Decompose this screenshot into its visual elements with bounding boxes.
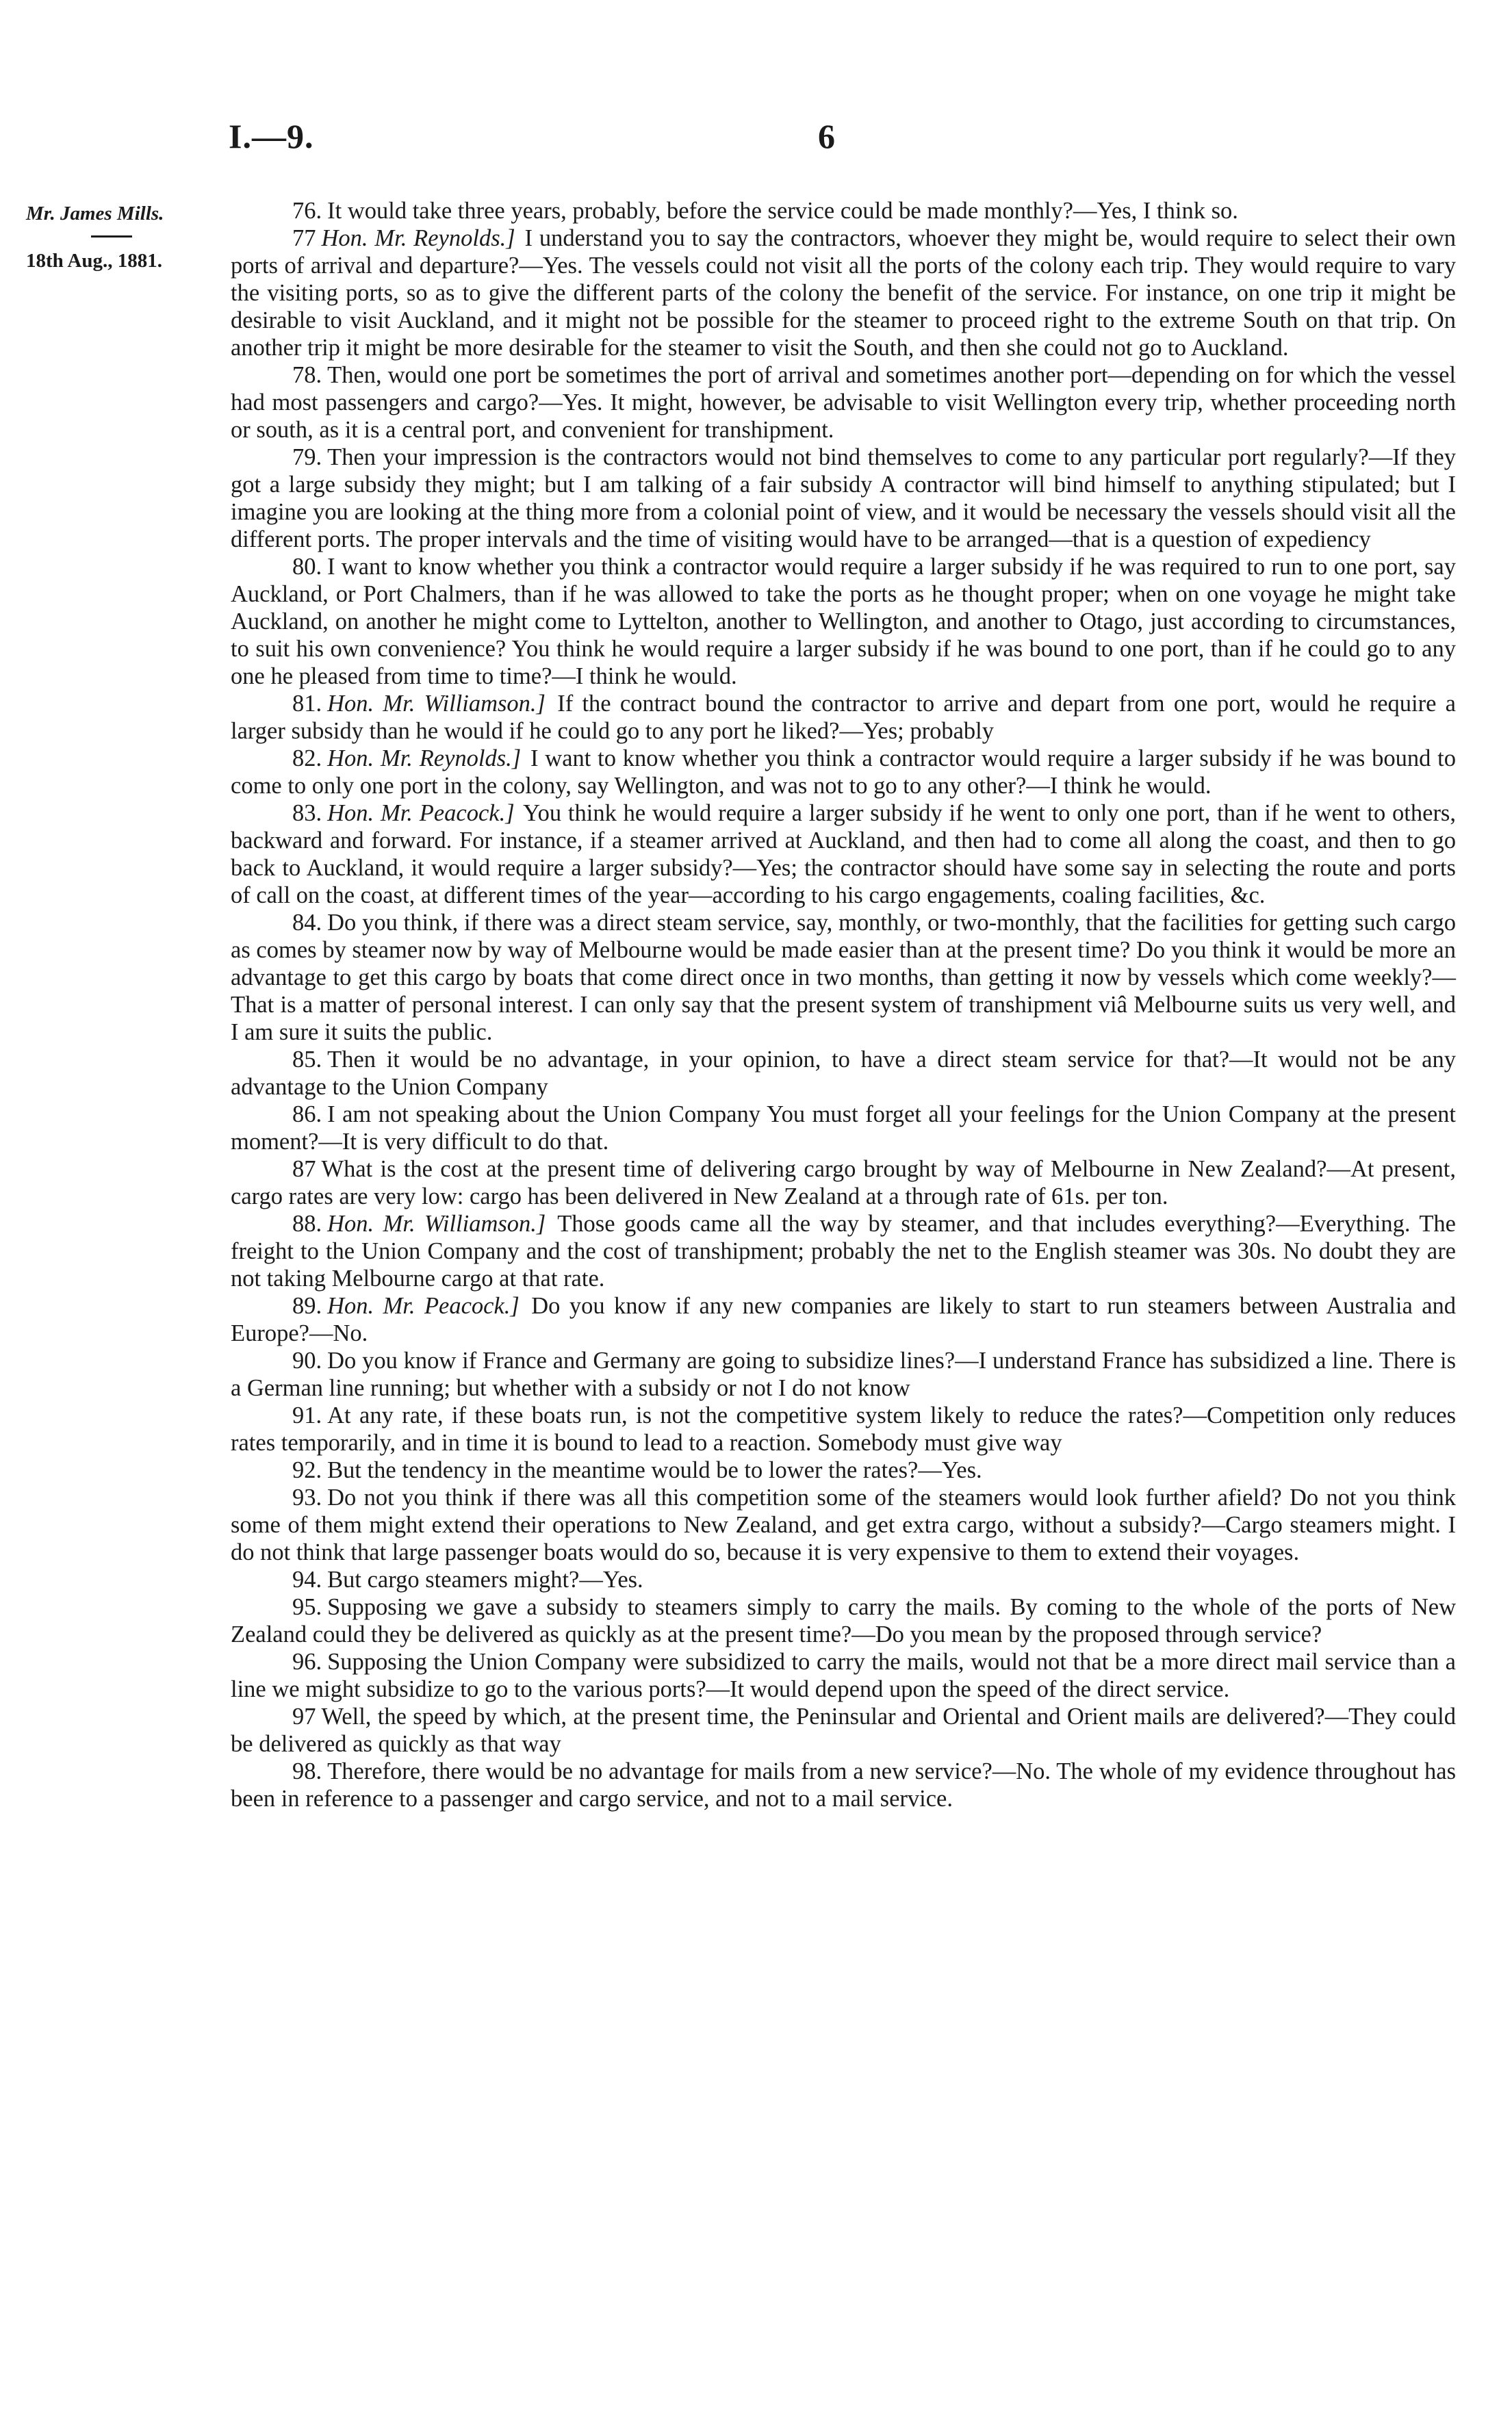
question-paragraph	[231, 361, 1456, 444]
question-text: Do you know if any new companies are likely to start to run steamers between Australia and Europe?—No.	[231, 1293, 1457, 1346]
question-paragraph	[231, 1046, 1456, 1101]
question-number: 85.	[292, 1047, 322, 1073]
question-number: 91.	[292, 1402, 322, 1428]
question-number: 87	[292, 1156, 316, 1182]
question-number: 84.	[292, 910, 322, 936]
question-number: 92.	[292, 1457, 322, 1483]
question-text: Then it would be no advantage, in your opinion, to have a direct steam service for that?—It would not be any advantage to the Union Company	[231, 1047, 1456, 1100]
question-number: 94.	[292, 1567, 322, 1593]
question-number: 97	[292, 1704, 316, 1730]
question-number: 81.	[292, 691, 322, 717]
question-text: I understand you to say the contractors, whoever they might be, would require to select their own ports of arrival and departure?—Yes. The vessels could not visit all the ports of the colony each trip. They would require to vary the visiting ports, so as to give the different parts of the colony the benefit of the service. For instance, on one trip it might be desirable to visit Auckland, and it might not be possible for the steamer to proceed right to the extreme South on that trip. On another trip it might be more desirable for the steamer to visit the South, and then she could not go to Auckland.	[231, 225, 1456, 361]
question-text: Then, would one port be sometimes the port of arrival and sometimes another port—depending on for which the vessel had most passengers and cargo?—Yes. It might, however, be advisable to visit Wellington every trip, whether proceeding north or south, as it is a central port, and convenient for transhipment.	[231, 362, 1456, 443]
question-paragraph	[231, 1292, 1456, 1347]
question-paragraph	[231, 1566, 1456, 1593]
question-paragraph	[231, 1648, 1456, 1703]
speaker-label: Hon. Mr. Williamson.]	[327, 691, 546, 717]
question-paragraph	[231, 745, 1456, 799]
question-text: I am not speaking about the Union Company You must forget all your feelings for the Union Company at the present moment?—It is very difficult to do that.	[231, 1101, 1456, 1155]
speaker-label: Hon. Mr. Peacock.]	[327, 1293, 520, 1319]
witness-name: Mr. James Mills.	[26, 203, 164, 224]
question-paragraph	[231, 1210, 1456, 1292]
question-text: Then your impression is the contractors would not bind themselves to come to any particular port regularly?—If they got a large subsidy they might; but I am talking of a fair subsidy A contractor will bind himself to anything stipulated; but I imagine you are looking at the thing more from a colonial point of view, and it would be necessary the vessels should visit all the different ports. The proper intervals and the time of visiting would have to be arranged—that is a question of expediency	[231, 444, 1456, 552]
speaker-label: Hon. Mr. Williamson.]	[327, 1211, 546, 1237]
page-number: 6	[818, 117, 835, 155]
question-number: 93.	[292, 1485, 322, 1511]
question-paragraph	[231, 1593, 1456, 1648]
question-text: But cargo steamers might?—Yes.	[327, 1567, 643, 1593]
speaker-label: Hon. Mr. Reynolds.]	[327, 745, 522, 771]
question-text: Do you know if France and Germany are going to subsidize lines?—I understand France has subsidized a line. There is a German line running; but whether with a subsidy or not I do not know	[231, 1348, 1456, 1401]
question-number: 90.	[292, 1348, 322, 1374]
question-text: Do you think, if there was a direct steam service, say, monthly, or two-monthly, that the facilities for getting such cargo as comes by steamer now by way of Melbourne would be made easier than at the present time? Do you think it would be more an advantage to get this cargo by boats that come direct once in two months, than getting it now by vessels which come weekly?—That is a matter of personal interest. I can only say that the present system of transhipment viâ Melbourne suits us very well, and I am sure it suits the public.	[231, 910, 1456, 1045]
question-text: Well, the speed by which, at the present time, the Peninsular and Oriental and Orient mails are delivered?—They could be delivered as quickly as that way	[231, 1704, 1456, 1757]
question-paragraph	[231, 1347, 1456, 1402]
question-number: 79.	[292, 444, 322, 470]
question-text: It would take three years, probably, before the service could be made monthly?—Yes, I think so.	[327, 198, 1238, 224]
question-text: Those goods came all the way by steamer, and that includes everything?—Everything. The freight to the Union Company and the cost of transhipment; probably the net to the English steamer was 30s. No doubt they are not taking Melbourne cargo at that rate.	[231, 1211, 1456, 1292]
question-text: At any rate, if these boats run, is not the competitive system likely to reduce the rates?—Competition only reduces rates temporarily, and in time it is bound to lead to a reaction. Somebody must give way	[231, 1402, 1456, 1456]
question-paragraph	[231, 197, 1456, 224]
speaker-label: Hon. Mr. Peacock.]	[327, 800, 515, 826]
question-number: 88.	[292, 1211, 322, 1237]
question-paragraph	[231, 444, 1456, 553]
question-number: 96.	[292, 1649, 322, 1675]
question-number: 78.	[292, 362, 322, 388]
question-paragraph	[231, 224, 1456, 361]
testimony-body	[231, 197, 1456, 1812]
question-text: If the contract bound the contractor to arrive and depart from one port, would he require a larger subsidy than he would if he could go to any port he liked?—Yes; probably	[231, 691, 1456, 744]
question-number: 95.	[292, 1594, 322, 1620]
question-number: 80.	[292, 554, 322, 580]
question-paragraph	[231, 690, 1456, 745]
question-text: You think he would require a larger subsidy if he went to only one port, than if he went to others, backward and forward. For instance, if a steamer arrived at Auckland, and then had to come all along the coast, and then to go back to Auckland, it would require a larger subsidy?—Yes; the contractor should have some say in selecting the route and ports of call on the coast, at different times of the year—according to his cargo engagements, coaling facilities, &c.	[231, 800, 1456, 908]
margin-divider	[91, 235, 132, 238]
testimony-date: 18th Aug., 1881.	[26, 250, 163, 272]
margin-note	[26, 200, 231, 274]
question-paragraph	[231, 1155, 1456, 1210]
question-text: What is the cost at the present time of delivering cargo brought by way of Melbourne in New Zealand?—At present, cargo rates are very low: cargo has been delivered in New Zealand at a through rate of 61s. per ton.	[231, 1156, 1456, 1209]
question-paragraph	[231, 1101, 1456, 1155]
question-number: 83.	[292, 800, 322, 826]
question-number: 98.	[292, 1758, 322, 1784]
question-paragraph	[231, 553, 1456, 690]
question-paragraph	[231, 909, 1456, 1046]
question-number: 86.	[292, 1101, 322, 1127]
question-text: I want to know whether you think a contractor would require a larger subsidy if he was bound to come to only one port in the colony, say Wellington, and was not to go to any other?—I think he would.	[231, 745, 1456, 799]
question-paragraph	[231, 1703, 1456, 1758]
question-number: 89.	[292, 1293, 322, 1319]
question-paragraph	[231, 1402, 1456, 1457]
question-text: Supposing the Union Company were subsidized to carry the mails, would not that be a more direct mail service than a line we might subsidize to go to the various ports?—It would depend upon the speed of the direct service.	[231, 1649, 1456, 1702]
question-paragraph	[231, 799, 1456, 909]
speaker-label: Hon. Mr. Reynolds.]	[321, 225, 515, 251]
question-text: Therefore, there would be no advantage for mails from a new service?—No. The whole of my evidence throughout has been in reference to a passenger and cargo service, and not to a mail service.	[231, 1758, 1456, 1812]
question-number: 77	[292, 225, 316, 251]
question-paragraph	[231, 1457, 1456, 1484]
question-paragraph	[231, 1484, 1456, 1566]
question-number: 76.	[292, 198, 322, 224]
question-text: Supposing we gave a subsidy to steamers simply to carry the mails. By coming to the whole of the ports of New Zealand could they be delivered as quickly as at the present time?—Do you mean by the proposed through service?	[231, 1594, 1456, 1647]
question-paragraph	[231, 1758, 1456, 1812]
document-reference: I.—9.	[229, 117, 314, 155]
question-text: Do not you think if there was all this competition some of the steamers would look further afield? Do not you think some of them might extend their operations to New Zealand, and get extra cargo, without a subsidy?—Cargo steamers might. I do not think that large passenger boats would do so, because it is very expensive to them to extend their voyages.	[231, 1485, 1456, 1565]
question-text: But the tendency in the meantime would be to lower the rates?—Yes.	[327, 1457, 982, 1483]
question-number: 82.	[292, 745, 322, 771]
question-text: I want to know whether you think a contractor would require a larger subsidy if he was required to run to one port, say Auckland, or Port Chalmers, than if he was allowed to take the ports as he thought proper; when on one voyage he might take Auckland, on another he might come to Lyttelton, another to Wellington, and another to Otago, just according to circumstances, to suit his own convenience? You think he would require a larger subsidy if he was bound to one port, than if he could go to any one he pleased from time to time?—I think he would.	[231, 554, 1456, 689]
